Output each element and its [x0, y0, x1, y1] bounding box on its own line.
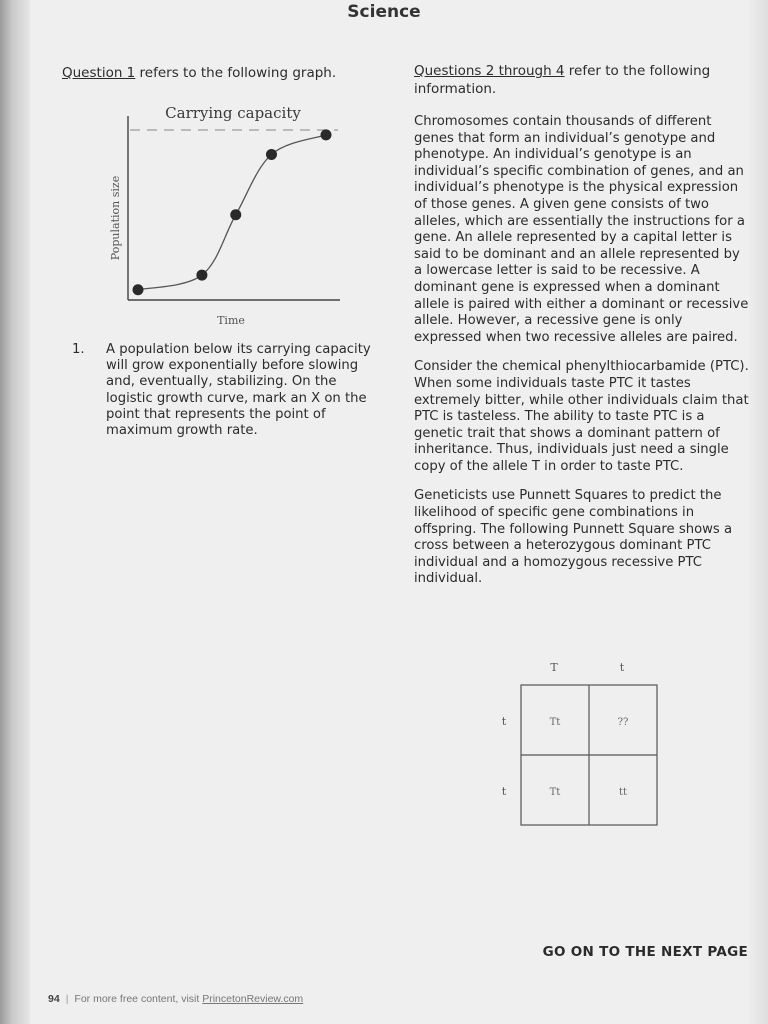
- punnett-cell-1-1: Tt: [549, 717, 561, 728]
- data-point-2[interactable]: [196, 270, 207, 281]
- data-point-3[interactable]: [230, 209, 241, 220]
- footer-link[interactable]: PrincetonReview.com: [202, 993, 304, 1005]
- data-point-4[interactable]: [266, 149, 277, 160]
- question-1-intro-text: refers to the following graph.: [135, 65, 337, 81]
- questions-2-4-intro: [414, 62, 750, 98]
- footer-separator: |: [65, 993, 69, 1005]
- punnett-square-diagram: [490, 655, 670, 835]
- question-1-text: A population below its carrying capacity will grow exponentially before slowing and, eventually, stabilizing. On the logistic growth curve, mark an X on the point that represents the point of maximum growth rate.: [106, 342, 371, 439]
- punnett-top-allele-1: T: [550, 661, 558, 674]
- page-footer: [48, 993, 303, 1005]
- page-edge: [748, 0, 768, 1024]
- paragraph-genes: Chromosomes contain thousands of different genes that form an individual’s genotype and phenotype. An individual’s genotype is an individual’s specific combination of genes, and an individual’s phenotype is the physical expression of those genes. A given gene consists of two alleles, which are essentially the instructions for a gene. An allele represented by a capital letter is said to be dominant and an allele represented by a lowercase letter is said to be recessive. A dominant gene is expressed when a dominant allele is paired with either a dominant or recessive allele. However, a recessive gene is only expressed when two recessive alleles are paired.: [414, 114, 749, 345]
- punnett-top-allele-2: t: [619, 661, 625, 674]
- punnett-side-allele-1: t: [501, 715, 507, 728]
- x-axis-label: Time: [217, 314, 245, 327]
- question-1-reference: Question 1: [62, 65, 136, 81]
- questions-2-4-intro-text: refer to the following information.: [414, 63, 711, 97]
- next-page-notice: GO ON TO THE NEXT PAGE: [542, 944, 748, 960]
- punnett-cell-1-2: ??: [617, 717, 629, 728]
- chart-title: Carrying capacity: [165, 104, 301, 122]
- data-points[interactable]: [133, 129, 332, 295]
- question-1: [72, 342, 377, 439]
- punnett-cell-2-1: Tt: [549, 787, 561, 798]
- y-axis-label: Population size: [109, 175, 122, 261]
- data-point-1[interactable]: [133, 284, 144, 295]
- question-1-number: 1.: [72, 342, 85, 357]
- page-title: Science: [347, 2, 421, 22]
- page-binding-shadow: [0, 0, 30, 1024]
- punnett-cell-2-2: tt: [618, 787, 628, 798]
- data-point-5[interactable]: [321, 129, 332, 140]
- footer-text: For more free content, visit: [74, 993, 203, 1005]
- paragraph-ptc: Consider the chemical phenylthiocarbamide (PTC). When some individuals taste PTC it tastes extremely bitter, while other individuals claim that PTC is tasteless. The ability to taste PTC is a genetic trait that shows a dominant pattern of inheritance. Thus, individuals just need a single copy of the allele T in order to taste PTC.: [414, 359, 749, 474]
- page-number: 94: [48, 993, 60, 1005]
- question-1-intro: [62, 64, 382, 82]
- questions-2-4-reference: Questions 2 through 4: [414, 63, 565, 79]
- right-column: [414, 62, 750, 601]
- punnett-square: [490, 655, 670, 835]
- paragraph-punnett: Geneticists use Punnett Squares to predict the likelihood of specific gene combinations in offspring. The following Punnett Square shows a cross between a heterozygous dominant PTC individual and a homozygous recessive PTC individual.: [414, 488, 733, 587]
- logistic-growth-graph[interactable]: [98, 100, 348, 332]
- logistic-growth-chart[interactable]: [98, 100, 348, 332]
- punnett-side-allele-2: t: [501, 785, 507, 798]
- left-column: [62, 64, 382, 82]
